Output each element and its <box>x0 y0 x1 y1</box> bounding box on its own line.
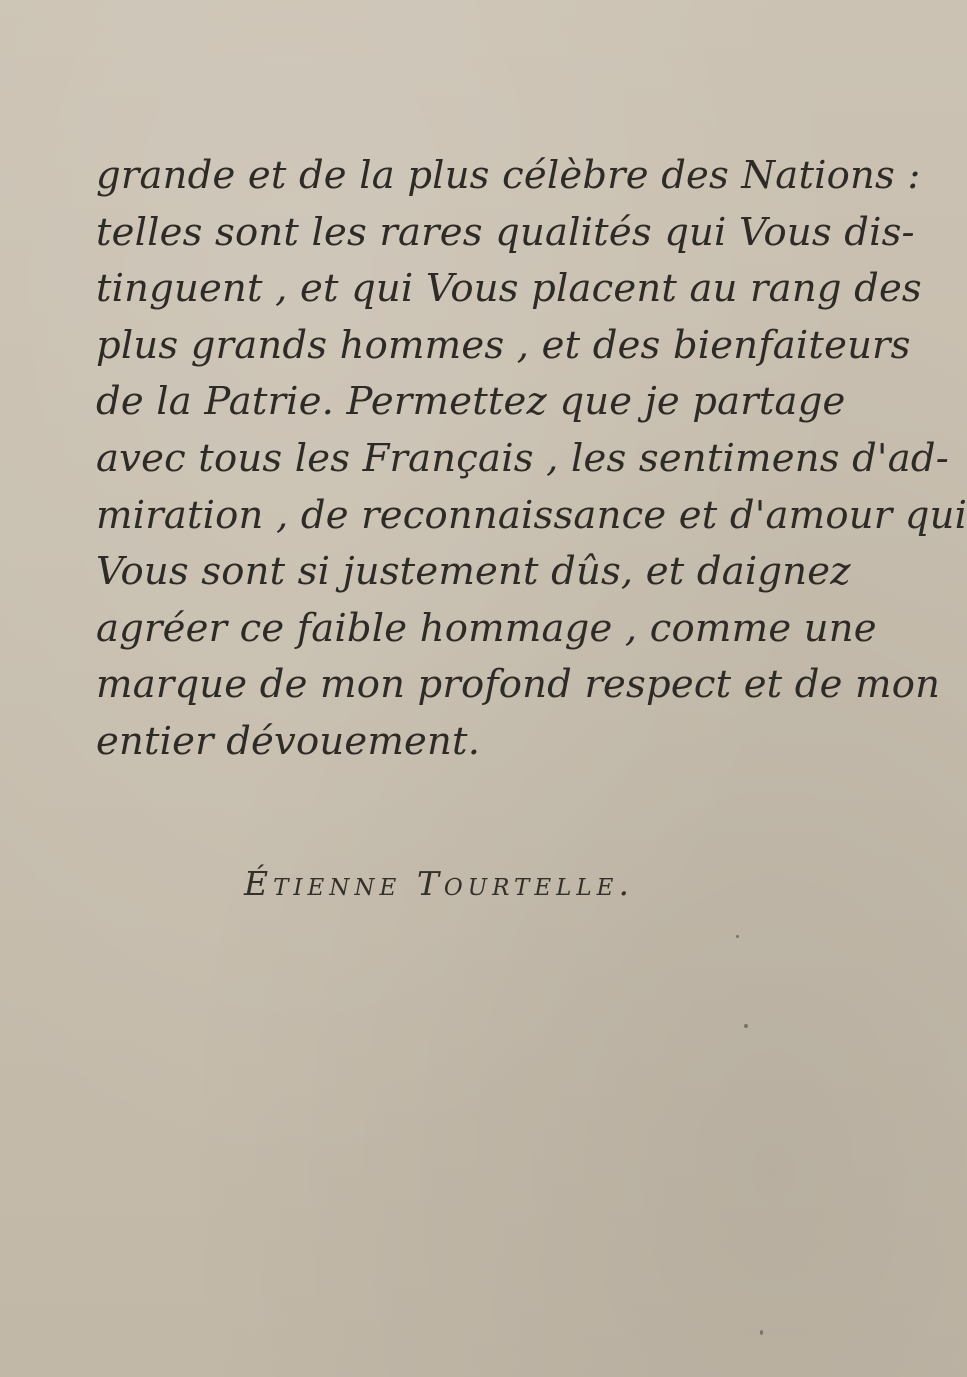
text-line: telles sont les rares qualités qui Vous dis- <box>96 209 915 255</box>
text-line: tinguent , et qui Vous placent au rang des <box>96 266 922 312</box>
text-line: agréer ce faible hommage , comme une <box>96 605 877 651</box>
body-text <box>96 148 967 771</box>
text-line: marque de mon profond respect et de mon <box>96 662 941 708</box>
text-line: plus grands hommes , et des bienfaiteurs <box>96 322 911 368</box>
text-line: Vous sont si justement dûs, et daignez <box>96 549 851 595</box>
paper-speck <box>760 1330 763 1335</box>
paper-speck <box>744 1024 748 1028</box>
text-line: grande et de la plus célèbre des Nations : <box>96 153 921 198</box>
text-line: avec tous les Français , les sentimens d'ad- <box>96 435 949 481</box>
text-line: de la Patrie. Permettez que je partage <box>96 379 846 425</box>
text-line-last: entier dévouement. <box>96 718 481 764</box>
signature: Étienne Tourtelle. <box>244 864 634 903</box>
paper-speck <box>736 935 739 938</box>
text-line: miration , de reconnaissance et d'amour qui <box>96 492 967 538</box>
